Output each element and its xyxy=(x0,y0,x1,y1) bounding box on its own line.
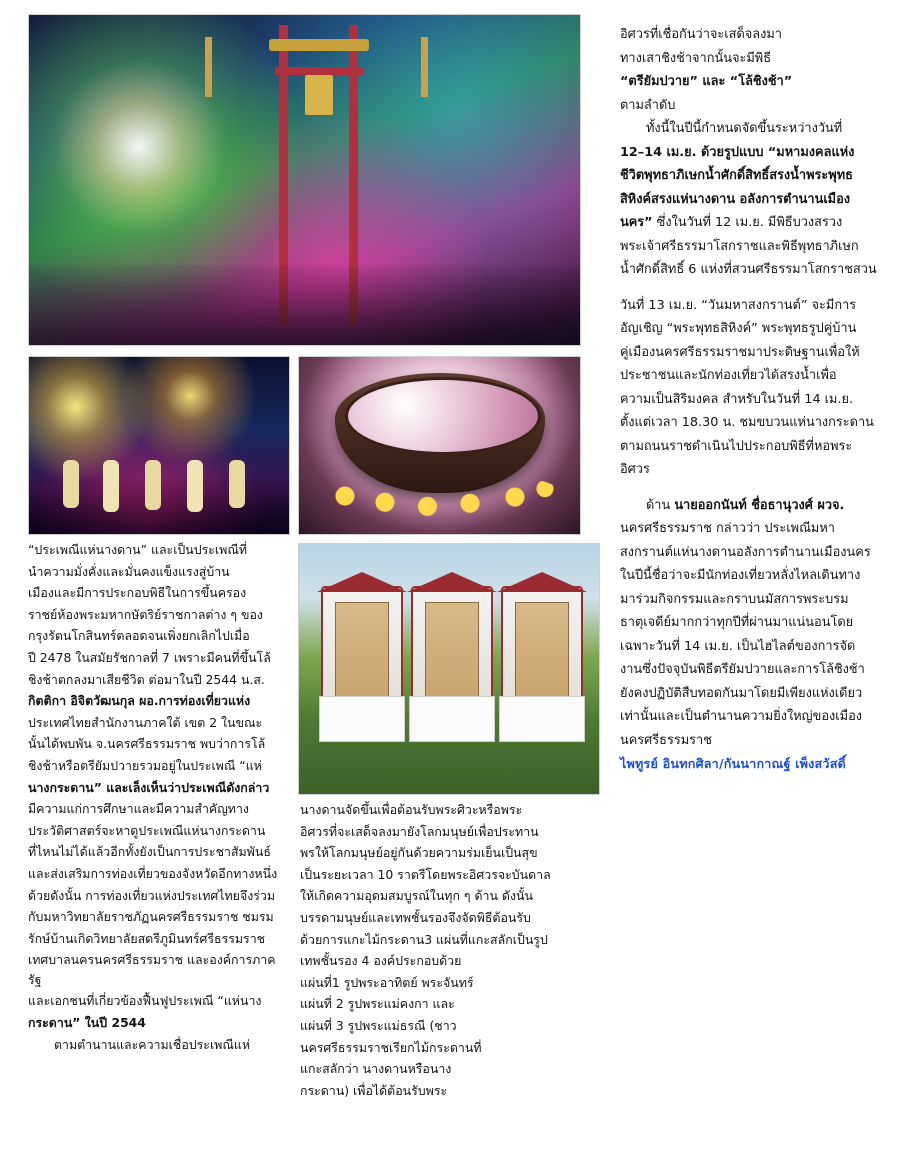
paragraph-spacer xyxy=(620,283,892,293)
shrine-relief xyxy=(335,602,389,698)
paragraph-line: ประชาชนและนักท่องเที่ยวได้สรงน้ำเพื่อ xyxy=(620,368,837,383)
paragraph-line: อิศวรที่เชื่อกันว่าจะเสด็จลงมา xyxy=(620,27,782,42)
paragraph-line: และส่งเสริมการท่องเที่ยวของจังหวัดอีกทางหนึ่ง xyxy=(28,865,278,881)
plain-fragment: ซึ่งในวันที่ 12 เม.ย. มีพิธีบวงสรวง xyxy=(652,215,843,230)
paragraph-line-bold: นางกระดาน” และเล็งเห็นว่าประเพณีดังกล่าว xyxy=(28,779,270,795)
paragraph-line: แผ่นที่ 2 รูปพระแม่คงกา และ xyxy=(300,996,455,1012)
person-name: นายออกนันท์ ชื่อธานุวงศ์ ผวจ. xyxy=(674,497,845,513)
paragraph-line: “ประเพณีแห่นางดาน” และเป็นประเพณีที่ xyxy=(28,542,248,557)
paragraph-line: ความเป็นสิริมงคล สำหรับในวันที่ 14 เม.ย. xyxy=(620,391,854,407)
article-column-right xyxy=(620,24,892,777)
plain-fragment: ด้าน xyxy=(646,497,675,513)
paragraph-line: นครศรีธรรมราช xyxy=(620,732,712,748)
paragraph-line: นครศรีธรรมราช กล่าวว่า ประเพณีมหา xyxy=(620,521,835,536)
paragraph-line: แผ่นที่ 3 รูปพระแม่ธรณี (ชาว xyxy=(300,1017,457,1033)
paragraph-line: ปี 2478 ในสมัยรัชกาลที่ 7 เพราะมีคนที่ขึ้นโล้ xyxy=(28,649,271,665)
paragraph-line: นำความมั่งคั่งและมั่นคงแข็งแรงสู่บ้าน xyxy=(28,563,230,579)
dancer-figure xyxy=(103,460,119,512)
paragraph-line: กับมหาวิทยาลัยราชภัฏนครศรีธรรมราช ชมรม xyxy=(28,909,274,925)
paragraph-line: คู่เมืองนครศรีธรรมราชมาประดิษฐานเพื่อให้ xyxy=(620,344,860,360)
dancer-figure xyxy=(63,460,79,508)
paragraph-line: พรให้โลกมนุษย์อยู่กันด้วยความร่มเย็นเป็นสุข xyxy=(300,845,538,861)
paragraph-line: ทางเสาชิงช้าจากนั้นจะมีพิธี xyxy=(620,50,772,66)
paragraph-line: ยังคงปฏิบัติสืบทอดกันมาโดยมีเพียงแห่งเดียว xyxy=(620,685,863,701)
paragraph-line: ประเทศไทยสำนักงานภาคใต้ เขต 2 ในขณะ xyxy=(28,714,263,730)
main-festival-night-photo xyxy=(28,14,581,346)
dancer-figure xyxy=(229,460,245,508)
paragraph-line: ชิงช้าตกลงมาเสียชีวิต ต่อมาในปี 2544 น.ส. xyxy=(28,671,265,687)
swing-crossbar xyxy=(275,67,363,75)
shrine-panel xyxy=(411,586,493,740)
shrine-panel xyxy=(501,586,583,740)
emphasis-line: “ตรียัมปวาย” และ “โล้ชิงช้า” xyxy=(620,74,793,89)
paragraph-line: ให้เกิดความอุดมสมบูรณ์ในทุก ๆ ด้าน ดังนั้น xyxy=(300,888,533,904)
shrine-cloth xyxy=(409,696,495,742)
paragraph-line: ชิงช้าหรือตรียัมปวายรวมอยู่ในประเพณี “แห่ xyxy=(28,757,262,773)
paragraph-line: อิศวร xyxy=(620,462,650,477)
marigold-garland xyxy=(315,470,565,522)
paragraph-line: อิศวรที่จะเสด็จลงมายังโลกมนุษย์เพื่อประทาน xyxy=(300,823,539,839)
paragraph-line: นางดานจัดขึ้นเพื่อต้อนรับพระศิวะหรือพระ xyxy=(300,802,523,817)
paragraph-line: งานซึ่งปัจจุบันพิธีตรียัมปวายและการโล้ชิงช้า xyxy=(620,662,865,677)
shrine-cloth xyxy=(319,696,405,742)
paragraph-line: ตั้งแต่เวลา 18.30 น. ชมขบวนแห่นางกระดาน xyxy=(620,415,874,430)
swing-seat xyxy=(305,75,333,115)
paragraph-line: ทั้งนี้ในปีนี้กำหนดจัดขึ้นระหว่างวันที่ xyxy=(646,121,843,136)
shrine-procession-photo xyxy=(298,543,600,795)
paragraph-line: นครศรีธรรมราชเรียกไม้กระดานที่ xyxy=(300,1039,482,1055)
paragraph-line: อัญเชิญ “พระพุทธสิหิงค์” พระพุทธรูปคู่บ้าน xyxy=(620,321,857,336)
crowd-silhouette xyxy=(29,265,580,345)
paragraph-line: เป็นระยะเวลา 10 ราตรีโดยพระอิศวรจะบันดาล xyxy=(300,866,551,882)
paragraph-line-bold: ชีวิตพุทธาภิเษกน้ำศักดิ์สิทธิ์สรงน้ำพระพุทธ xyxy=(620,168,853,183)
paragraph-line: แกะสลักว่า นางดานหรือนาง xyxy=(300,1061,452,1077)
banner-pole-left xyxy=(205,37,212,97)
paragraph-line: ธาตุเจดีย์มากกว่าทุกปีที่ผ่านมาแน่นอนโดย xyxy=(620,615,854,630)
paragraph-line: กรุงรัตนโกสินทร์ตลอดจนเพิ่งยกเลิกไปเมื่อ xyxy=(28,628,250,644)
paragraph-line: เมืองและมีการประกอบพิธีในการขึ้นครอง xyxy=(28,585,247,601)
bowl-water-surface xyxy=(345,377,541,455)
paragraph-line: รักษ์บ้านเกิดวิทยาลัยสตรีภูมินทร์ศรีธรรมราช xyxy=(28,930,266,946)
paragraph-line: ด้วยดังนั้น การท่องเที่ยวแห่งประเทศไทยจึงร่วม xyxy=(28,887,276,903)
paragraph-line: ประวัติศาสตร์จะหาดูประเพณีแห่นางกระดาน xyxy=(28,822,266,838)
paragraph-line: ราชย์ห้องพระมหากษัตริย์ราชกาลต่าง ๆ ของ xyxy=(28,606,263,622)
paragraph-spacer xyxy=(620,483,892,493)
article-column-left xyxy=(28,540,284,1056)
paragraph-line: เฉพาะวันที่ 14 เม.ย. เป็นไฮไลต์ของการจัด xyxy=(620,638,856,654)
paragraph-line: และเอกชนที่เกี่ยวข้องฟื้นฟูประเพณี “แห่นาง xyxy=(28,993,262,1009)
article-column-middle xyxy=(300,800,555,1102)
swing-canopy xyxy=(269,39,369,51)
bold-fragment: นคร” xyxy=(620,215,653,230)
flower-water-bowl-photo xyxy=(298,356,581,535)
paragraph-line-bold: 12–14 เม.ย. ด้วยรูปแบบ “มหามงคลแห่ง xyxy=(620,144,855,160)
paragraph-line: เทพชั้นรอง 4 องค์ประกอบด้วย xyxy=(300,953,462,969)
banner-pole-right xyxy=(421,37,428,97)
paragraph-line: มีความแก่การศึกษาและมีความสำคัญทาง xyxy=(28,801,249,817)
paragraph-line: ด้วยการแกะไม้กระดาน3 แผ่นที่แกะสลักเป็นรูป xyxy=(300,931,548,947)
paragraph-line: ตามลำดับ xyxy=(620,97,676,113)
paragraph-line: ตามถนนราชดำเนินไปประกอบพิธีที่หอพระ xyxy=(620,438,853,454)
paragraph-line-bold: กระดาน” ในปี 2544 xyxy=(28,1015,146,1031)
shrine-cloth xyxy=(499,696,585,742)
paragraph-line: มาร่วมกิจกรรมและกราบนมัสการพระบรม xyxy=(620,591,849,607)
paragraph-line xyxy=(620,495,892,517)
paragraph-line-bold: กิตติกา อิจิตวัฒนกุล ผอ.การท่องเที่ยวแห่ง xyxy=(28,693,251,709)
paragraph-line: วันที่ 13 เม.ย. “วันมหาสงกรานต์” จะมีการ xyxy=(620,297,857,313)
paragraph-line: เท่านั้นและเป็นตำนานความยิ่งใหญ่ของเมือง xyxy=(620,709,863,724)
paragraph-line: น้ำศักดิ์สิทธิ์ 6 แห่งที่สวนศรีธรรมาโสกราชสวน xyxy=(620,262,877,277)
dancer-figure xyxy=(145,460,161,510)
paragraph-line: สงกรานต์แห่นางดานอลังการตำนานเมืองนคร xyxy=(620,544,871,560)
paragraph-line: พระเจ้าศรีธรรมาโสกราชและพิธีพุทธาภิเษก xyxy=(620,238,859,254)
paragraph-line: แผ่นที่1 รูปพระอาทิตย์ พระจันทร์ xyxy=(300,974,474,990)
shrine-relief xyxy=(425,602,479,698)
dancer-figure xyxy=(187,460,203,512)
shrine-relief xyxy=(515,602,569,698)
paragraph-line: กระดาน) เพื่อได้ต้อนรับพระ xyxy=(300,1082,448,1098)
paragraph-line: ในปีนี้ชื่อว่าจะมีนักท่องเที่ยวหลั่งไหลเดินทาง xyxy=(620,568,861,583)
paragraph-line xyxy=(620,212,892,234)
paragraph-line: นั้นได้พบพัน จ.นครศรีธรรมราช พบว่าการโล้ xyxy=(28,736,266,752)
paragraph-line: ที่ไหนไม่ได้แล้วอีกทั้งยังเป็นการประชาสัมพันธ์ xyxy=(28,844,271,860)
paragraph-line: บรรดามนุษย์และเทพชั้นรองจึงจัดพิธีต้อนรับ xyxy=(300,909,531,925)
dance-performance-photo xyxy=(28,356,290,535)
shrine-panel xyxy=(321,586,403,740)
paragraph-line-bold: สิหิงค์สรงแห่นางดาน อลังการตำนานเมือง xyxy=(620,191,851,207)
paragraph-line: เทศบาลนครนครศรีธรรมราช และองค์การภาครัฐ xyxy=(28,952,276,987)
paragraph-line: ตามตำนานและความเชื่อประเพณีแห่ xyxy=(54,1036,250,1052)
byline: ไพทูรย์ อินทกศิลา/กันนากาณฐ์ เพ็งสวัสดิ์ xyxy=(620,756,846,771)
